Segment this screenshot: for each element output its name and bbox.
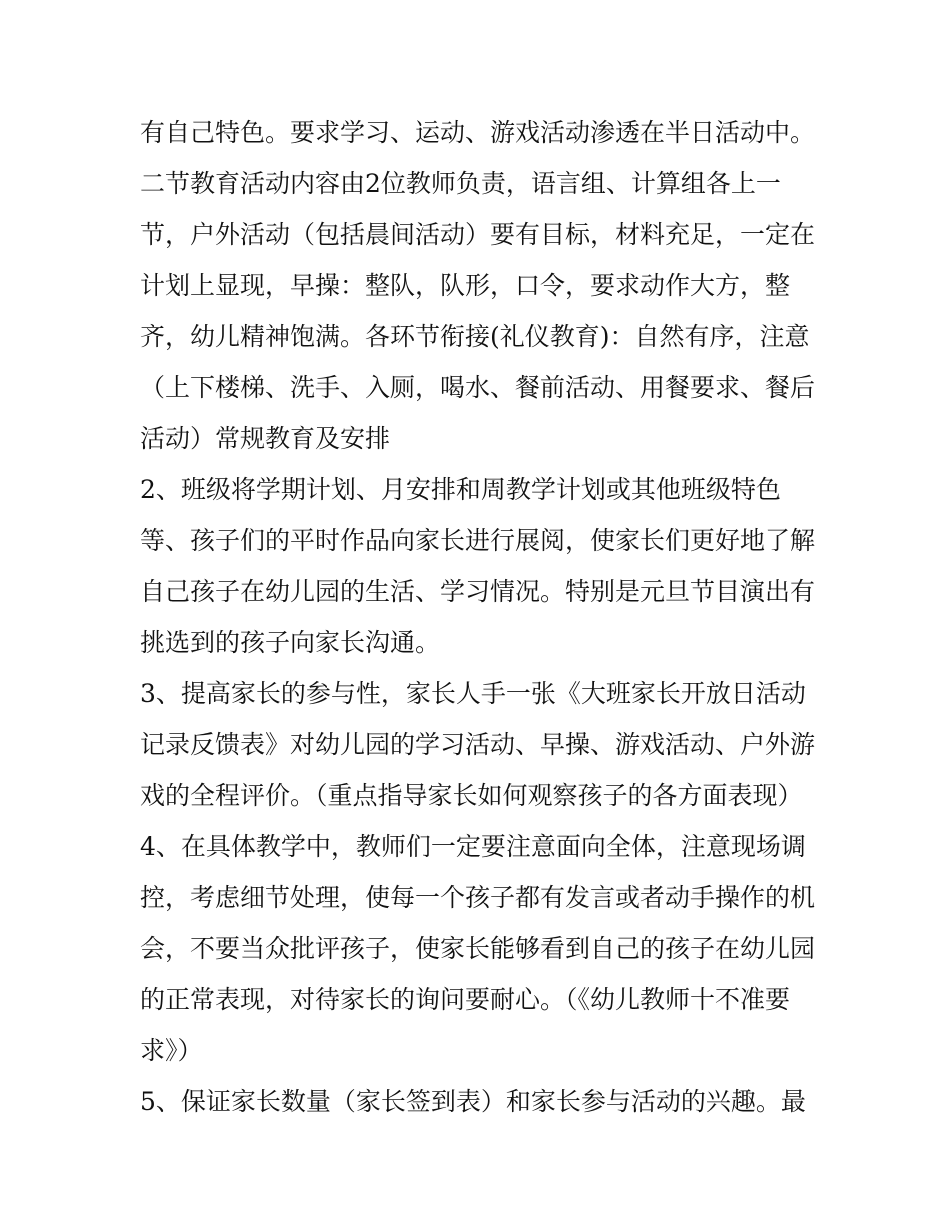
text-line: 控，考虑细节处理，使每一个孩子都有发言或者动手操作的机	[140, 883, 816, 912]
text-line: 会，不要当众批评孩子，使家长能够看到自己的孩子在幼儿园	[140, 934, 816, 963]
text-line: 计划上显现，早操：整队，队形，口令，要求动作大方，整	[140, 271, 791, 300]
text-line: 戏的全程评价。（重点指导家长如何观察孩子的各方面表现）	[140, 781, 803, 810]
text-line: 记录反馈表》对幼儿园的学习活动、早操、游戏活动、户外游	[140, 730, 816, 759]
text-line: 齐，幼儿精神饱满。各环节衔接(礼仪教育)：自然有序，注意	[140, 322, 810, 351]
text-line: 3、提高家长的参与性，家长人手一张《大班家长开放日活动	[140, 679, 806, 708]
text-line: 有自己特色。要求学习、运动、游戏活动渗透在半日活动中。	[140, 118, 816, 147]
text-line: 节，户外活动（包括晨间活动）要有目标，材料充足，一定在	[140, 220, 816, 249]
document-body	[140, 107, 820, 1127]
text-line: 的正常表现，对待家长的询问要耐心。（《幼儿教师十不准要	[140, 985, 791, 1014]
text-line: 2、班级将学期计划、月安排和周教学计划或其他班级特色	[140, 475, 781, 504]
text-line: 求》）	[140, 1036, 203, 1065]
text-line: 二节教育活动内容由2位教师负责，语言组、计算组各上一	[140, 169, 781, 198]
text-line: 挑选到的孩子向家长沟通。	[140, 628, 441, 657]
text-line: 4、在具体教学中，教师们一定要注意面向全体，注意现场调	[140, 832, 806, 861]
text-line: 自己孩子在幼儿园的生活、学习情况。特别是元旦节目演出有	[140, 577, 816, 606]
text-line: （上下楼梯、洗手、入厕，喝水、餐前活动、用餐要求、餐后	[140, 373, 816, 402]
text-line: 活动）常规教育及安排	[140, 424, 391, 453]
text-line: 等、孩子们的平时作品向家长进行展阅，使家长们更好地了解	[140, 526, 816, 555]
text-line: 5、保证家长数量（家长签到表）和家长参与活动的兴趣。最	[140, 1087, 806, 1116]
